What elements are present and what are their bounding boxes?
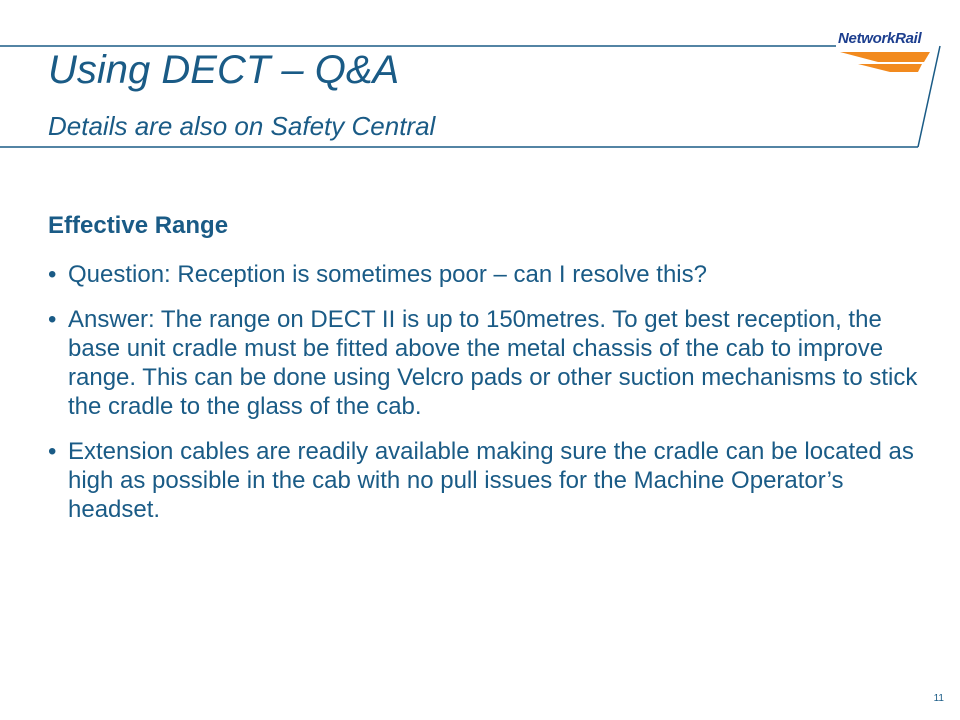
bullet-icon: • xyxy=(48,438,57,465)
network-rail-logo xyxy=(838,30,938,76)
logo-orange-swoosh-bottom xyxy=(858,64,922,72)
bullet-text: Answer: The range on DECT II is up to 150metres. To get best reception, the base unit cradle must be fitted above the metal chassis of the cab to improve range. This can be done using Velcro pads or other suction mechanisms to stick the cradle to the glass of the cab. xyxy=(68,306,918,420)
page-number: 11 xyxy=(933,693,944,704)
section-heading: Effective Range xyxy=(48,212,229,239)
bullet-question xyxy=(48,260,918,289)
bullet-text: Extension cables are readily available making sure the cradle can be located as high as possible in the cab with no pull issues for the Machine Operator’s headset. xyxy=(68,438,914,523)
bullet-icon: • xyxy=(48,306,57,333)
bullet-text: Question: Reception is sometimes poor – can I resolve this? xyxy=(68,261,707,288)
page-subtitle: Details are also on Safety Central xyxy=(48,111,436,141)
bullet-icon: • xyxy=(48,261,57,288)
bullet-list xyxy=(48,260,918,524)
bullet-answer xyxy=(48,305,918,421)
logo-orange-swoosh-top xyxy=(840,52,930,62)
slide-body xyxy=(48,210,918,540)
bullet-extension-cables xyxy=(48,437,918,524)
logo-text: NetworkRail xyxy=(838,30,922,47)
page-title: Using DECT – Q&A xyxy=(48,48,400,92)
